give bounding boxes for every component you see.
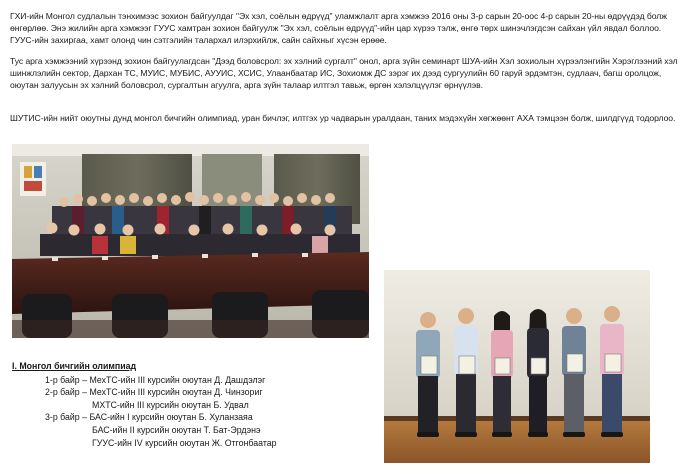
- conference-photo-graphic: [12, 144, 369, 338]
- olympiad-results: [12, 360, 372, 449]
- conference-group-photo: [12, 144, 369, 338]
- result-row: 3-р байр – БАС-ийн I курсийн оюутан Б. Хуланзаяа: [45, 412, 253, 423]
- winners-photo-graphic: [384, 270, 650, 463]
- competition-paragraph: ШУТИС-ийн нийт оюутны дунд монгол бичгийн олимпиад, уран бичлэг, илтгэх ур чадварын уралдаан, таних мэдэхүйн хөгжөөнт АХА тэмцээн болж, шилдгүүд тодорлоо.: [10, 113, 676, 123]
- result-row: БАС-ийн II курсийн оюутан Т. Бат-Эрдэнэ: [92, 424, 261, 435]
- result-row: 2-р байр – МехТС-ийн III курсийн оюутан Д. Чинзориг: [45, 387, 263, 398]
- olympiad-heading: I. Монгол бичгийн олимпиад: [12, 361, 137, 371]
- intro-paragraph: ГХИ-ийн Монгол судлалын тэнхимээс зохион байгуулдаг "Эх хэл, соёлын өдрүүд" уламжлалт арга хэмжээ 2016 оны 3-р сарын 20-оос 4-р сарын 20-ны өдрүүдэд болж өнгөрлөө. Энэ жилийн арга хэмжээг ГУУС хамтран зохион байгуулж "Эх хэл, соёлын өдрүүд"-ийн цар хүрээ тэлж, өнгө төрх шинэчлэгдсэн сайхан үйл явдал боллоо. ГУУС-ийн захиргаа, хамт олонд чин сэтгэлийн талархал илэрхийлж, сайн сайхныг хүсэн ерөөе.: [10, 11, 667, 46]
- result-row: ГУУС-ийн IV курсийн оюутан Ж. Отгонбаатар: [92, 437, 277, 448]
- seminar-paragraph: Тус арга хэмжээний хүрээнд зохион байгуулагдсан "Дээд боловсрол: эх хэлний сургалт" онол, арга зүйн семинарт ШУА-ийн Хэл зохиолын хүрээлэнгийн Хэрэглээний хэл шинжлэлийн сектор, Дархан ТС, МУИС, МУБИС, АУУИС, ХСИС, Улаанбаатар ИС, Зохиомж ДС зэрэг их дээд сургуулийн 60 гаруй эрдэмтэн, судлаач, багш оролцож, оюутан залуусын эх хэлний боловсрол, сургалтын агуулга, арга зүйн талаар илтгэл тавьж, өргөн хэлэлцүүлэг өрнүүлэв.: [10, 56, 678, 91]
- result-row: МХТС-ийн III курсийн оюутан Б. Удвал: [92, 399, 249, 410]
- result-row: 1-р байр – МехТС-ийн III курсийн оюутан Д. Дашдэлэг: [45, 374, 266, 385]
- winners-group-photo: [384, 270, 650, 463]
